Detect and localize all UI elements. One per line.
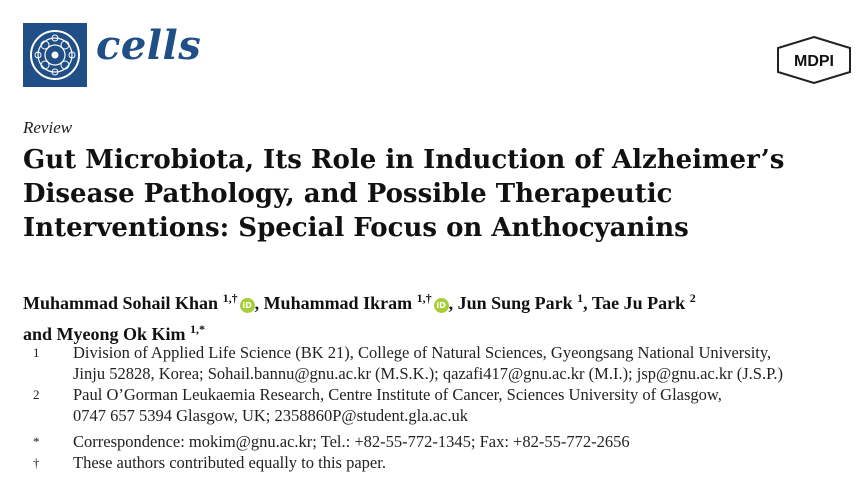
author-name[interactable]: Jun Sung Park (457, 293, 573, 313)
orcid-icon[interactable]: iD (434, 298, 449, 313)
affiliation-line: Paul O’Gorman Leukaemia Research, Centre Institute of Cancer, Sciences University of Glasgow, (73, 385, 722, 404)
author-affil-sup: 1 (577, 291, 584, 305)
orcid-icon[interactable]: iD (240, 298, 255, 313)
author-name[interactable]: Muhammad Ikram (263, 293, 413, 313)
affiliations (23, 342, 853, 473)
journal-logo-icon (23, 23, 87, 87)
title-line: Interventions: Special Focus on Anthocyanins (23, 213, 689, 243)
author-name[interactable]: Muhammad Sohail Khan (23, 293, 219, 313)
title-line: Gut Microbiota, Its Role in Induction of Alzheimer’s (23, 145, 785, 175)
equal-contribution-line: These authors contributed equally to this paper. (73, 453, 386, 472)
author-affil-sup: 2 (689, 291, 696, 305)
affiliation-marker: 1 (33, 345, 40, 360)
author-affil-sup: 1,† (222, 291, 238, 305)
author-affil-sup: 1,† (416, 291, 432, 305)
affiliation-line: 0747 657 5394 Glasgow, UK; 2358860P@student.gla.ac.uk (73, 406, 468, 425)
affiliation-line: Division of Applied Life Science (BK 21), College of Natural Sciences, Gyeongsang National University, (73, 343, 772, 362)
correspondence-line: Correspondence: mokim@gnu.ac.kr; Tel.: +82-55-772-1345; Fax: +82-55-772-2656 (73, 432, 630, 451)
article-title (23, 143, 853, 245)
journal-name: cells (96, 22, 202, 69)
equal-contribution-note (23, 452, 853, 473)
author-separator: , (448, 293, 458, 313)
author-name[interactable]: Tae Ju Park (591, 293, 686, 313)
author-separator: , (583, 293, 592, 313)
correspondence-item (23, 431, 853, 452)
publisher-logo (776, 36, 852, 84)
dagger-marker: † (33, 455, 40, 470)
author-name[interactable]: and Myeong Ok Kim (23, 324, 186, 344)
affiliation-marker: 2 (33, 387, 40, 402)
affiliation-line: Jinju 52828, Korea; Sohail.bannu@gnu.ac.kr (M.S.K.); qazafi417@gnu.ac.kr (M.I.); jsp@gnu.ac.kr (J.S.P.) (73, 364, 784, 383)
correspondence-marker: * (33, 434, 40, 449)
author-separator: , (254, 293, 264, 313)
affiliation-item (23, 342, 853, 384)
publisher-name: MDPI (794, 53, 834, 70)
article-type: Review (23, 118, 73, 137)
author-list (23, 285, 853, 347)
affiliation-item (23, 384, 853, 426)
title-line: Disease Pathology, and Possible Therapeutic (23, 179, 673, 209)
author-affil-sup: 1,* (190, 322, 206, 336)
